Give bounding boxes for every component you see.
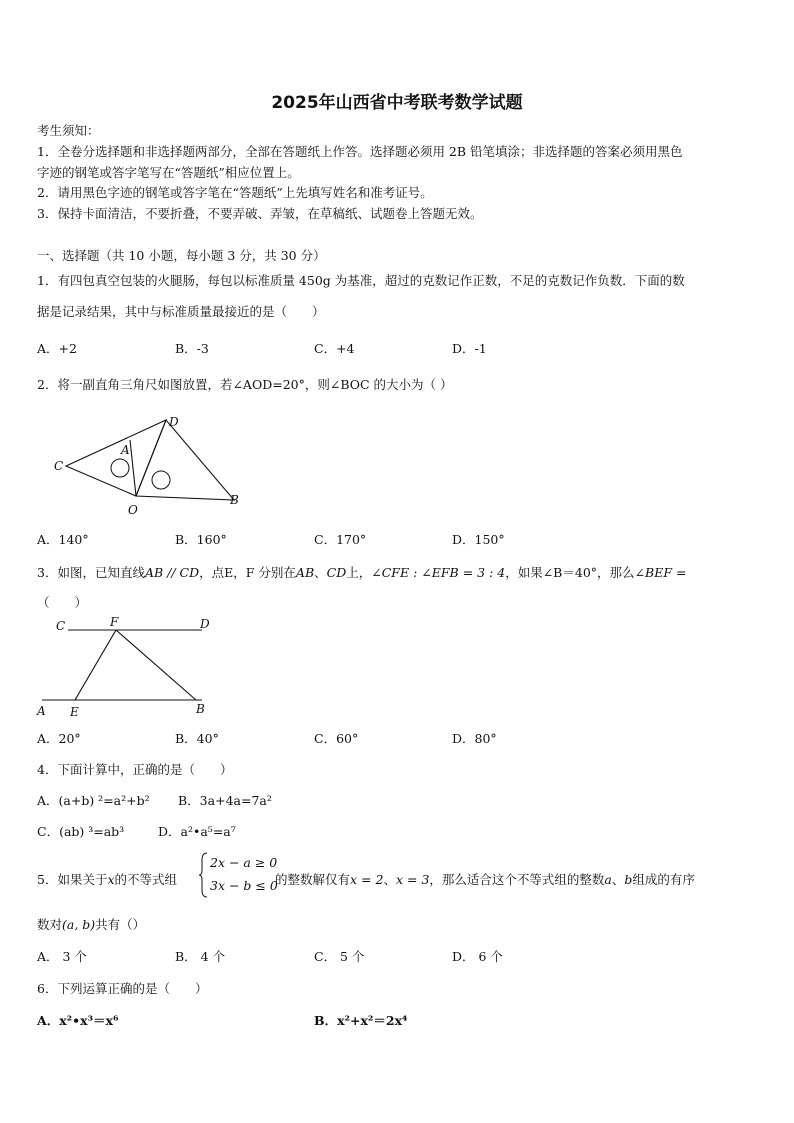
q3-text-5: ，如果∠B＝40°，那么	[505, 565, 635, 580]
q5-text-3: 的整数解仅有	[275, 872, 351, 887]
q3-option-d[interactable]: D．80°	[452, 731, 497, 746]
q5-option-a[interactable]: A． 3 个	[37, 949, 87, 964]
q5-math-x: x	[107, 872, 115, 887]
q2-label-d: D	[169, 415, 179, 429]
notice-item-1: 1．全卷分选择题和非选择题两部分，全部在答题纸上作答。选择题必须用 2B 铅笔填涂；非选择题的答案必须用黑色	[37, 144, 683, 159]
q2-segment-oa	[130, 440, 136, 496]
q1-stem-cont: 据是记录结果，其中与标准质量最接近的是（ ）	[37, 304, 325, 319]
q5-math-x2: x = 2	[350, 872, 384, 887]
q3-math-ratio: ∠CFE : ∠EFB = 3 : 4	[371, 565, 506, 580]
q1-option-a[interactable]: A．+2	[37, 341, 77, 356]
q5-text-9: 共有（）	[95, 917, 146, 932]
q3-math-ab: AB	[295, 565, 315, 580]
q5-inequality-2: 3x − b ≤ 0	[210, 878, 278, 893]
q2-label-a: A	[121, 443, 130, 457]
q3-label-a: A	[37, 704, 46, 718]
q6-option-b[interactable]: B．x²+x²＝2x⁴	[314, 1013, 408, 1028]
q3-text-1: 3．如图，已知直线	[37, 565, 145, 580]
q5-option-d[interactable]: D． 6 个	[452, 949, 503, 964]
q5-stem-cont	[37, 915, 145, 933]
q5-text-7: 组成的有序	[632, 872, 695, 887]
q5-math-b: b	[624, 872, 633, 887]
q3-math-bef: ∠BEF =	[634, 565, 687, 580]
q5-text-2: 的不等式组	[114, 872, 178, 887]
q3-text-4: 上，	[346, 565, 372, 580]
q5-text-5: ，那么适合这个不等式组的整数	[429, 872, 605, 887]
q5-stem-end	[275, 870, 695, 888]
q2-figure-triangles	[50, 410, 250, 520]
q5-text-8: 数对	[37, 917, 63, 932]
q3-label-d: D	[200, 617, 210, 631]
q3-option-b[interactable]: B．40°	[175, 731, 219, 746]
q4-option-b[interactable]: B．3a+4a=7a²	[178, 793, 272, 808]
q3-segment-fb	[116, 630, 196, 700]
q5-option-b[interactable]: B． 4 个	[175, 949, 226, 964]
q2-stem: 2．将一副直角三角尺如图放置，若∠AOD=20°，则∠BOC 的大小为（ ）	[37, 377, 453, 392]
q5-text-6: 、	[611, 872, 625, 887]
q2-label-c: C	[54, 459, 64, 473]
q5-option-c[interactable]: C． 5 个	[314, 949, 365, 964]
q2-label-o: O	[128, 503, 138, 517]
q3-math-cd: CD	[326, 565, 347, 580]
q1-option-d[interactable]: D．-1	[452, 341, 487, 356]
q5-inequality-1: 2x − a ≥ 0	[210, 855, 278, 870]
q5-text-4: 、	[383, 872, 396, 887]
q3-stem	[37, 563, 686, 581]
q3-option-c[interactable]: C．60°	[314, 731, 359, 746]
q3-label-c: C	[56, 619, 66, 633]
q4-option-d[interactable]: D．a²•a⁵=a⁷	[158, 824, 236, 839]
q3-stem-cont: （ ）	[37, 595, 88, 610]
q4-option-c[interactable]: C．(ab) ³=ab³	[37, 824, 125, 839]
notice-item-1-cont: 字迹的钢笔或答字笔写在“答题纸”相应位置上。	[37, 165, 300, 180]
notice-item-3: 3．保持卡面清洁，不要折叠，不要弄破、弄皱，在草稿纸、试题卷上答题无效。	[37, 206, 483, 221]
q3-label-f: F	[110, 615, 119, 629]
q3-figure	[34, 612, 224, 722]
q3-text-2: ，点E，F 分别在	[199, 565, 296, 580]
q2-option-c[interactable]: C．170°	[314, 532, 367, 547]
q2-label-b: B	[230, 493, 239, 507]
q3-label-b: B	[196, 702, 205, 716]
q3-math-parallel: AB // CD	[144, 565, 200, 580]
q3-segment-fe	[75, 630, 116, 700]
notice-heading: 考生须知：	[37, 123, 100, 138]
q2-option-d[interactable]: D．150°	[452, 532, 505, 547]
q1-option-c[interactable]: C．+4	[314, 341, 355, 356]
q3-label-e: E	[70, 705, 79, 719]
q4-stem: 4．下面计算中，正确的是（ ）	[37, 762, 233, 777]
notice-item-2: 2．请用黑色字迹的钢笔或答字笔在“答题纸”上先填写姓名和准考证号。	[37, 185, 433, 200]
q5-stem-start	[37, 870, 177, 888]
q2-circle-left	[111, 459, 129, 477]
q2-circle-right	[152, 471, 170, 489]
q6-option-a[interactable]: A．x²•x³＝x⁶	[37, 1013, 119, 1028]
q5-math-pair: (a, b)	[62, 917, 96, 932]
q5-brace	[198, 852, 208, 898]
q5-math-x3: x = 3	[395, 872, 430, 887]
q6-stem: 6．下列运算正确的是（ ）	[37, 981, 208, 996]
q2-option-b[interactable]: B．160°	[175, 532, 227, 547]
q2-option-a[interactable]: A．140°	[37, 532, 89, 547]
q5-text-1: 5．如果关于	[37, 872, 108, 887]
q4-option-a[interactable]: A．(a+b) ²=a²+b²	[37, 793, 150, 808]
q5-math-a: a	[604, 872, 612, 887]
q3-option-a[interactable]: A．20°	[37, 731, 81, 746]
q2-triangle-dob	[136, 420, 234, 500]
section-heading: 一、选择题（共 10 小题，每小题 3 分，共 30 分）	[37, 248, 326, 263]
q1-stem: 1．有四包真空包装的火腿肠，每包以标准质量 450g 为基准，超过的克数记作正数，不足的克数记作负数．下面的数	[37, 273, 685, 288]
page-title: 2025年山西省中考联考数学试题	[271, 93, 523, 113]
q1-option-b[interactable]: B．-3	[175, 341, 209, 356]
q3-text-3: 、	[314, 565, 327, 580]
